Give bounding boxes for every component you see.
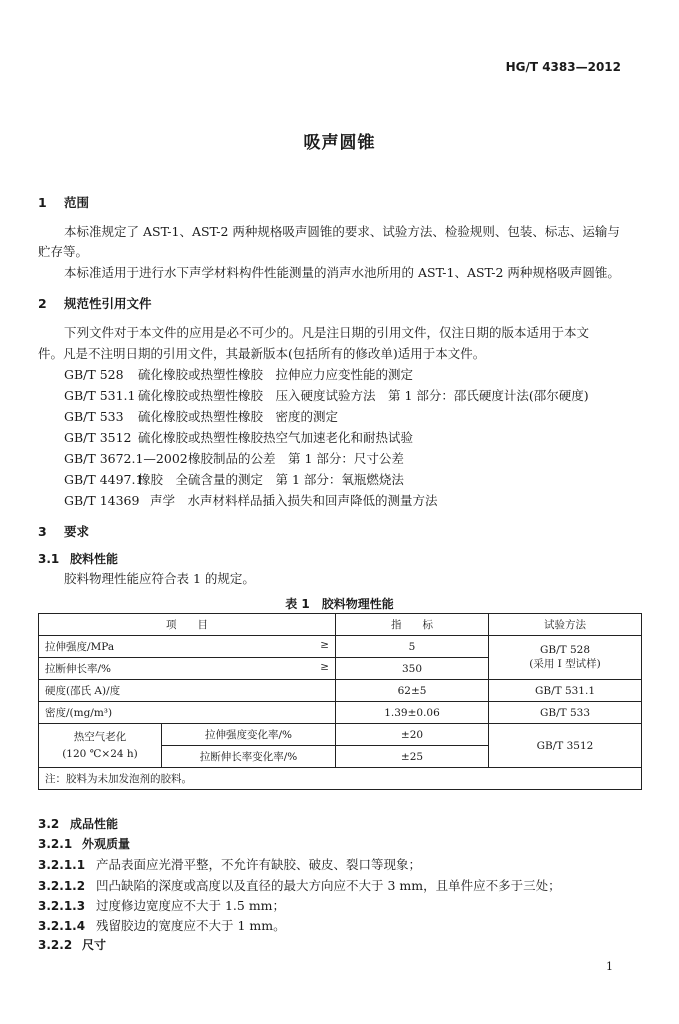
clause-number: 3.2.1.4 (38, 919, 86, 933)
reference-code: GB/T 531.1 (64, 388, 136, 403)
property-label: 拉伸强度/MPa (45, 641, 115, 653)
aging-method: GB/T 3512 (489, 724, 642, 768)
subsection-title: 尺寸 (82, 938, 107, 952)
clause-item (38, 876, 561, 894)
table-caption: 表 1 胶料物理性能 (285, 597, 394, 611)
scope-paragraph-1b: 贮存等。 (38, 244, 89, 259)
row-tensile-value: 5 (336, 636, 489, 658)
subsection-3-2-heading (38, 815, 118, 832)
section-number: 1 (38, 195, 47, 210)
reference-item (64, 428, 413, 446)
scope-paragraph-1a: 本标准规定了 AST-1、AST-2 两种规格吸声圆锥的要求、试验方法、检验规则、包装、标志、运输与 (64, 224, 620, 239)
method-note: (采用 Ⅰ 型试样) (529, 658, 601, 670)
subsection-3-2-1-heading (38, 835, 130, 852)
section-1-heading (38, 193, 89, 211)
reference-title: 硫化橡胶或热塑性橡胶 密度的测定 (138, 409, 339, 424)
row-hardness-value: 62±5 (336, 680, 489, 702)
row-elong-value: 350 (336, 658, 489, 680)
reference-title: 橡胶 全硫含量的测定 第 1 部分：氧瓶燃烧法 (138, 472, 404, 487)
clause-number: 3.2.1.1 (38, 858, 86, 872)
reference-item (64, 407, 338, 425)
aging-sub-elong: 拉断伸长率变化率/% (162, 746, 336, 768)
subsection-title: 成品性能 (70, 817, 119, 831)
subsection-number: 3.2.1 (38, 837, 73, 851)
clause-text: 过度修边宽度应不大于 1.5 mm； (96, 898, 286, 913)
subsection-3-1-heading (38, 550, 118, 567)
table-note: 注：胶料为未加发泡剂的胶料。 (39, 768, 642, 790)
clause-text: 残留胶边的宽度应不大于 1 mm。 (96, 918, 286, 933)
aging-title: 热空气老化 (73, 730, 127, 743)
clause-number: 3.2.1.3 (38, 899, 86, 913)
ge-symbol: ≥ (320, 661, 329, 673)
method-gbt528 (489, 636, 642, 680)
row-hardness-label: 硬度(邵氏 A)/度 (39, 680, 336, 702)
clause-item (38, 855, 421, 873)
reference-item (64, 491, 438, 509)
refs-intro-1a: 下列文件对于本文件的应用是必不可少的。凡是注日期的引用文件，仅注日期的版本适用于本文 (64, 325, 590, 340)
aging-val-tensile: ±20 (336, 724, 489, 746)
reference-title: 声学 水声材料样品插入损失和回声降低的测量方法 (150, 493, 438, 508)
row-density-method: GB/T 533 (489, 702, 642, 724)
page-number: 1 (606, 960, 613, 973)
row-tensile-label (39, 636, 336, 658)
reference-code: GB/T 533 (64, 409, 124, 424)
clause-item (38, 916, 286, 934)
section-number: 3 (38, 524, 47, 539)
subsection-title: 外观质量 (82, 837, 131, 851)
clause-number: 3.2.1.2 (38, 879, 86, 893)
reference-title: 硫化橡胶或热塑性橡胶 拉伸应力应变性能的测定 (138, 367, 414, 382)
document-title: 吸声圆锥 (303, 133, 376, 153)
standard-number: HG/T 4383—2012 (505, 60, 621, 74)
aging-condition: (120 ℃×24 h) (62, 747, 138, 760)
section-number: 2 (38, 296, 47, 311)
section-title: 范围 (64, 195, 90, 210)
row-hardness-method: GB/T 531.1 (489, 680, 642, 702)
ge-symbol: ≥ (320, 639, 329, 651)
reference-item (64, 386, 589, 404)
clause-text: 产品表面应光滑平整，不允许有缺胶、破皮、裂口等现象； (96, 857, 422, 872)
reference-item (64, 470, 404, 488)
aging-val-elong: ±25 (336, 746, 489, 768)
header-item: 项 目 (39, 614, 336, 636)
subsection-3-1-text: 胶料物理性能应符合表 1 的规定。 (64, 571, 255, 586)
scope-paragraph-2: 本标准适用于进行水下声学材料构件性能测量的消声水池所用的 AST-1、AST-2 两种规格吸声圆锥。 (64, 265, 620, 280)
properties-table (38, 613, 642, 790)
subsection-3-2-2-heading (38, 936, 106, 953)
subsection-number: 3.2 (38, 817, 60, 831)
subsection-number: 3.2.2 (38, 938, 73, 952)
method-code: GB/T 528 (539, 644, 591, 656)
reference-code: GB/T 4497.1 (64, 472, 144, 487)
row-density-value: 1.39±0.06 (336, 702, 489, 724)
reference-title: 橡胶制品的公差 第 1 部分：尺寸公差 (188, 451, 404, 466)
reference-item (64, 449, 404, 467)
reference-title: 硫化橡胶或热塑性橡胶 压入硬度试验方法 第 1 部分：邵氏硬度计法(邵尔硬度) (138, 388, 589, 403)
reference-title: 硫化橡胶或热塑性橡胶热空气加速老化和耐热试验 (138, 430, 414, 445)
section-title: 规范性引用文件 (64, 296, 152, 311)
header-index: 指 标 (336, 614, 489, 636)
section-2-heading (38, 294, 152, 312)
subsection-title: 胶料性能 (70, 552, 119, 566)
refs-intro-1b: 件。凡是不注明日期的引用文件，其最新版本(包括所有的修改单)适用于本文件。 (38, 346, 486, 361)
reference-code: GB/T 528 (64, 367, 124, 382)
clause-text: 凹凸缺陷的深度或高度以及直径的最大方向应不大于 3 mm，且单件应不多于三处； (96, 878, 561, 893)
section-title: 要求 (64, 524, 90, 539)
row-elong-label (39, 658, 336, 680)
aging-label (39, 724, 162, 768)
section-3-heading (38, 522, 89, 540)
property-label: 拉断伸长率/% (45, 663, 112, 675)
row-density-label: 密度/(mg/m³) (39, 702, 336, 724)
reference-code: GB/T 14369 (64, 493, 140, 508)
reference-code: GB/T 3512 (64, 430, 132, 445)
subsection-number: 3.1 (38, 552, 60, 566)
aging-sub-tensile: 拉伸强度变化率/% (162, 724, 336, 746)
header-method: 试验方法 (489, 614, 642, 636)
reference-item (64, 365, 413, 383)
clause-item (38, 896, 285, 914)
reference-code: GB/T 3672.1—2002 (64, 451, 188, 466)
